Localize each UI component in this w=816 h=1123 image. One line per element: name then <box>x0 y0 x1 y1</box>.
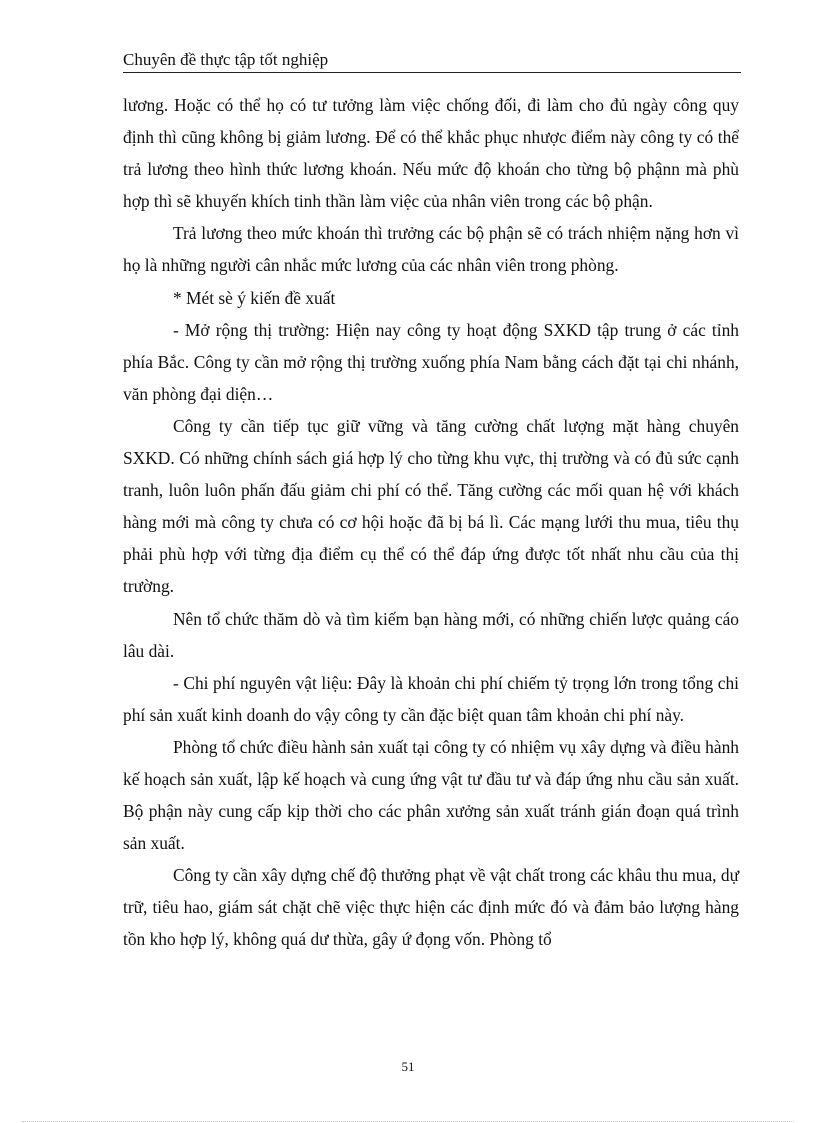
body-text <box>123 89 739 956</box>
paragraph-salary-continuation: lương. Hoặc có thể họ có tư tưởng làm việc chống đối, đi làm cho đủ ngày công quy định thì cũng không bị giảm lương. Để có thể khắc phục nhược điểm này công ty có thể trả lương theo hình thức lương khoán. Nếu mức độ khoán cho từng bộ phậnn mà phù hợp thì sẽ khuyến khích tinh thần làm việc của nhân viên trong các bộ phận. <box>123 95 739 212</box>
page-bottom-border <box>22 1121 794 1122</box>
paragraph-new-partners: Nên tổ chức thăm dò và tìm kiếm bạn hàng mới, có những chiến lược quảng cáo lâu dài. <box>123 608 739 661</box>
paragraph-reward-penalty: Công ty cần xây dựng chế độ thưởng phạt về vật chất trong các khâu thu mua, dự trữ, tiêu hao, giám sát chặt chẽ việc thực hiện các định mức đó và đảm bảo lượng hàng tồn kho hợp lý, không quá dư thừa, gây ứ đọng vốn. Phòng tổ <box>123 865 739 950</box>
paragraph-material-costs: - Chi phí nguyên vật liệu: Đây là khoản chi phí chiếm tỷ trọng lớn trong tổng chi phí sản xuất kinh doanh do vậy công ty cần đặc biệt quan tâm khoản chi phí này. <box>123 672 739 725</box>
paragraph-market-expansion: - Mở rộng thị trường: Hiện nay công ty hoạt động SXKD tập trung ở các tỉnh phía Bắc. Công ty cần mở rộng thị trường xuống phía Nam bằng cách đặt tại chi nhánh, văn phòng đại diện… <box>123 319 739 404</box>
paragraph-quality-pricing: Công ty cần tiếp tục giữ vững và tăng cường chất lượng mặt hàng chuyên SXKD. Có những chính sách giá hợp lý cho từng khu vực, thị trường và có đủ sức cạnh tranh, luôn luôn phấn đấu giảm chi phí có thể. Tăng cường các mối quan hệ với khách hàng mới mà công ty chưa có cơ hội hoặc đã bị bá lì. Các mạng lưới thu mua, tiêu thụ phải phù hợp với từng địa điểm cụ thể có thể đáp ứng được tốt nhất nhu cầu của thị trường. <box>123 415 739 597</box>
page-number: 51 <box>401 1059 415 1074</box>
header-title: Chuyên đề thực tập tốt nghiệp <box>123 50 329 69</box>
page-header <box>123 50 741 73</box>
paragraph-proposals-heading: * Mét sè ý kiến đề xuất <box>173 287 336 308</box>
paragraph-piecework-salary: Trả lương theo mức khoán thì trưởng các bộ phận sẽ có trách nhiệm nặng hơn vì họ là những người cân nhắc mức lương của các nhân viên trong phòng. <box>123 223 739 276</box>
paragraph-production-department: Phòng tổ chức điều hành sản xuất tại công ty có nhiệm vụ xây dựng và điều hành kế hoạch sản xuất, lập kế hoạch và cung ứng vật tư đầu tư và đáp ứng nhu cầu sản xuất. Bộ phận này cung cấp kịp thời cho các phân xưởng sản xuất tránh gián đoạn quá trình sản xuất. <box>123 736 739 854</box>
